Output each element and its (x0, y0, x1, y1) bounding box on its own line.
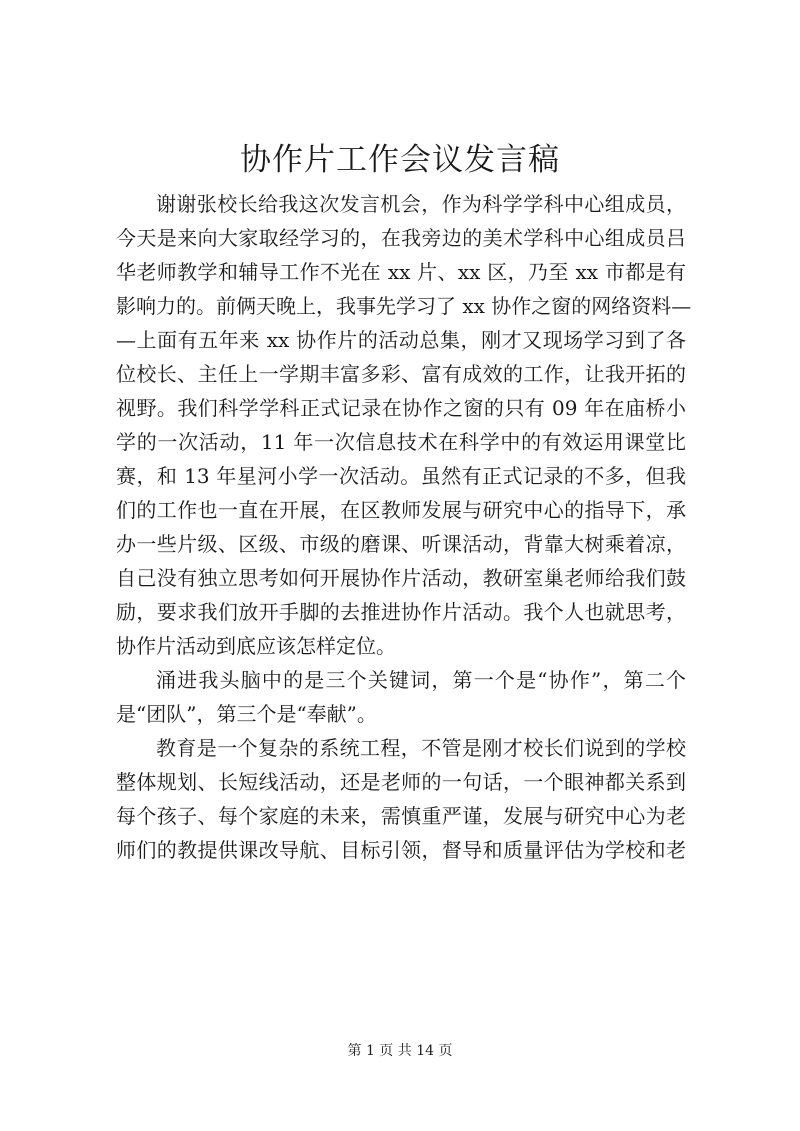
text-line: 视野。我们科学学科正式记录在协作之窗的只有 09 年在庙桥小 (116, 396, 686, 420)
text-line: 每个孩子、每个家庭的未来，需慎重严谨，发展与研究中心为老 (116, 804, 686, 828)
text-line: —上面有五年来 xx 协作片的活动总集，刚才又现场学习到了各 (116, 328, 686, 352)
paragraph (116, 731, 686, 867)
text-line: 们的工作也一直在开展，在区教师发展与研究中心的指导下，承 (116, 498, 686, 522)
text-line: 协作片活动到底应该怎样定位。 (116, 634, 396, 658)
document-body (116, 187, 692, 867)
page-footer: 第 1 页 共 14 页 (347, 1043, 453, 1059)
text-line: 整体规划、长短线活动，还是老师的一句话，一个眼神都关系到 (116, 770, 686, 794)
paragraph (116, 187, 692, 663)
text-line: 位校长、主任上一学期丰富多彩、富有成效的工作，让我开拓的 (116, 362, 686, 386)
text-line: 办一些片级、区级、市级的磨课、听课活动，背靠大树乘着凉， (116, 532, 686, 556)
text-line: 赛，和 13 年星河小学一次活动。虽然有正式记录的不多，但我 (116, 464, 686, 488)
text-line: 谢谢张校长给我这次发言机会，作为科学学科中心组成员， (156, 192, 686, 216)
text-line: 是“团队”，第三个是“奉献”。 (116, 702, 377, 726)
text-line: 华老师教学和辅导工作不光在 xx 片、xx 区，乃至 xx 市都是有 (116, 260, 686, 284)
text-line: 教育是一个复杂的系统工程，不管是刚才校长们说到的学校 (156, 736, 686, 760)
text-line: 影响力的。前俩天晚上，我事先学习了 xx 协作之窗的网络资料— (116, 294, 692, 318)
text-line: 自己没有独立思考如何开展协作片活动，教研室巢老师给我们鼓 (116, 566, 686, 590)
text-line: 今天是来向大家取经学习的，在我旁边的美术学科中心组成员吕 (116, 226, 686, 250)
text-line: 师们的教提供课改导航、目标引领，督导和质量评估为学校和老 (116, 838, 686, 862)
text-line: 励，要求我们放开手脚的去推进协作片活动。我个人也就思考， (116, 600, 686, 624)
document-title: 协作片工作会议发言稿 (240, 142, 560, 178)
paragraph (116, 663, 686, 731)
text-line: 涌进我头脑中的是三个关键词，第一个是“协作”，第二个 (156, 668, 686, 692)
text-line: 学的一次活动，11 年一次信息技术在科学中的有效运用课堂比 (116, 430, 686, 454)
